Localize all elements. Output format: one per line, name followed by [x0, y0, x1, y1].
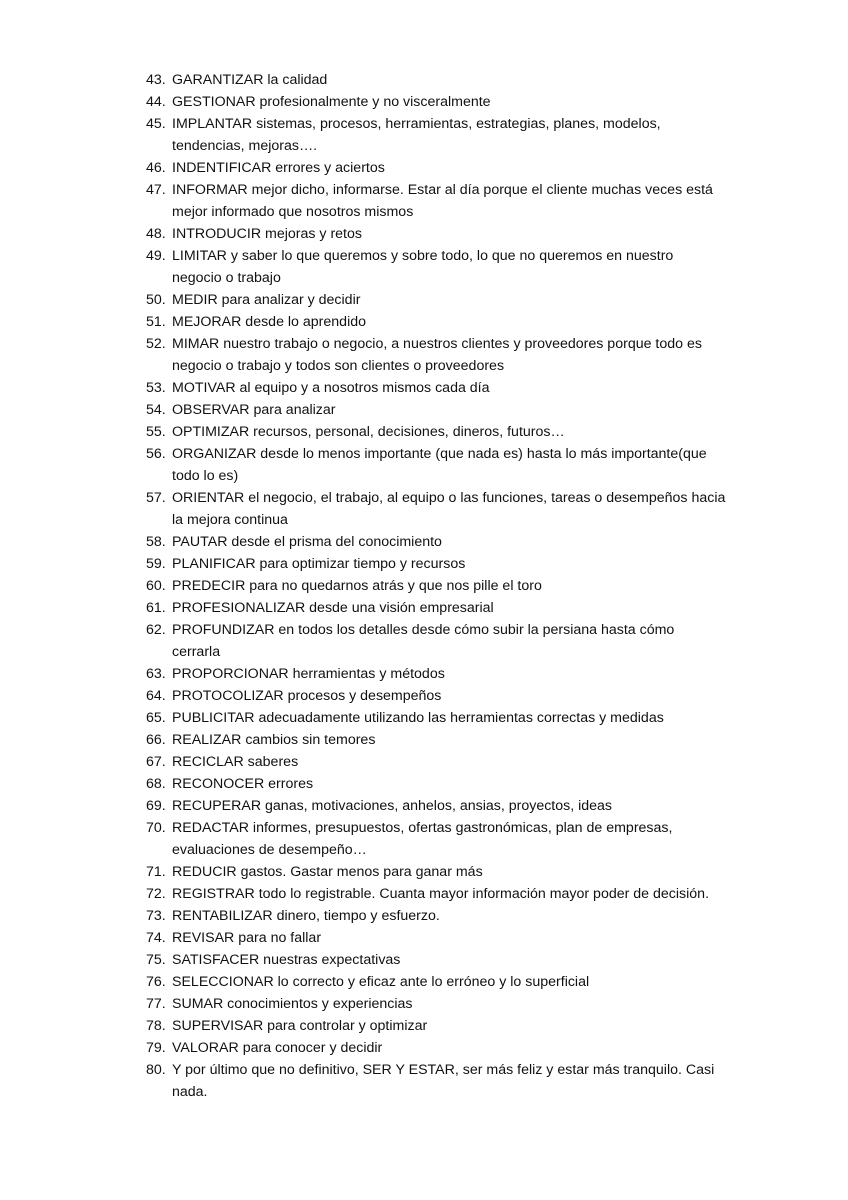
item-text: MEDIR para analizar y decidir [172, 292, 361, 308]
item-text: RECICLAR saberes [172, 754, 299, 770]
item-number: 73. [146, 908, 166, 924]
item-text: REGISTRAR todo lo registrable. Cuanta mayor información mayor poder de decisión. [172, 886, 710, 902]
item-number: 49. [146, 248, 166, 264]
list-item [146, 289, 726, 311]
item-text: ORGANIZAR desde lo menos importante (que nada es) hasta lo más importante(que todo lo es) [172, 446, 707, 484]
item-text: SUMAR conocimientos y experiencias [172, 996, 413, 1012]
item-number: 48. [146, 226, 166, 242]
list-item [146, 575, 726, 597]
item-number: 61. [146, 600, 166, 616]
item-number: 72. [146, 886, 166, 902]
item-number: 67. [146, 754, 166, 770]
item-number: 65. [146, 710, 166, 726]
list-item [146, 1037, 726, 1059]
item-text: PROTOCOLIZAR procesos y desempeños [172, 688, 442, 704]
item-text: MIMAR nuestro trabajo o negocio, a nuestros clientes y proveedores porque todo es negocio o trabajo y todos son clientes o proveedores [172, 336, 702, 374]
list-item [146, 553, 726, 575]
list-item [146, 223, 726, 245]
item-text: OPTIMIZAR recursos, personal, decisiones, dineros, futuros… [172, 424, 565, 440]
list-item [146, 1059, 726, 1103]
item-text: LIMITAR y saber lo que queremos y sobre todo, lo que no queremos en nuestro negocio o trabajo [172, 248, 674, 286]
list-item [146, 685, 726, 707]
list-item [146, 487, 726, 531]
list-item [146, 245, 726, 289]
item-text: IMPLANTAR sistemas, procesos, herramientas, estrategias, planes, modelos, tendencias, mejoras…. [172, 116, 661, 154]
item-number: 43. [146, 72, 166, 88]
item-number: 79. [146, 1040, 166, 1056]
item-number: 54. [146, 402, 166, 418]
item-number: 62. [146, 622, 166, 638]
item-number: 55. [146, 424, 166, 440]
item-number: 66. [146, 732, 166, 748]
list-item [146, 311, 726, 333]
item-text: PROPORCIONAR herramientas y métodos [172, 666, 445, 682]
item-number: 80. [146, 1062, 166, 1078]
item-number: 71. [146, 864, 166, 880]
item-number: 75. [146, 952, 166, 968]
item-number: 63. [146, 666, 166, 682]
item-text: ORIENTAR el negocio, el trabajo, al equipo o las funciones, tareas o desempeños hacia la mejora continua [172, 490, 726, 528]
item-text: RECONOCER errores [172, 776, 314, 792]
item-text: INTRODUCIR mejoras y retos [172, 226, 362, 242]
list-item [146, 883, 726, 905]
list-item [146, 619, 726, 663]
list-item [146, 91, 726, 113]
list-item [146, 663, 726, 685]
item-text: MEJORAR desde lo aprendido [172, 314, 366, 330]
item-text: INFORMAR mejor dicho, informarse. Estar al día porque el cliente muchas veces está mejor informado que nosotros mismos [172, 182, 713, 220]
item-number: 47. [146, 182, 166, 198]
list-item [146, 861, 726, 883]
list-item [146, 377, 726, 399]
list-item [146, 795, 726, 817]
list-item [146, 399, 726, 421]
item-number: 78. [146, 1018, 166, 1034]
item-text: GARANTIZAR la calidad [172, 72, 328, 88]
item-text: INDENTIFICAR errores y aciertos [172, 160, 385, 176]
list-item [146, 421, 726, 443]
item-number: 50. [146, 292, 166, 308]
item-number: 53. [146, 380, 166, 396]
item-text: Y por último que no definitivo, SER Y ESTAR, ser más feliz y estar más tranquilo. Casi nada. [172, 1062, 715, 1100]
list-item [146, 157, 726, 179]
list-item [146, 993, 726, 1015]
item-number: 74. [146, 930, 166, 946]
item-text: PROFUNDIZAR en todos los detalles desde cómo subir la persiana hasta cómo cerrarla [172, 622, 675, 660]
item-text: PLANIFICAR para optimizar tiempo y recursos [172, 556, 466, 572]
item-text: REDACTAR informes, presupuestos, ofertas gastronómicas, plan de empresas, evaluaciones de desempeño… [172, 820, 673, 858]
item-number: 51. [146, 314, 166, 330]
item-number: 59. [146, 556, 166, 572]
item-number: 46. [146, 160, 166, 176]
item-text: VALORAR para conocer y decidir [172, 1040, 383, 1056]
list-item [146, 773, 726, 795]
list-item [146, 949, 726, 971]
item-text: SUPERVISAR para controlar y optimizar [172, 1018, 428, 1034]
item-number: 68. [146, 776, 166, 792]
list-item [146, 597, 726, 619]
list-item [146, 707, 726, 729]
item-number: 45. [146, 116, 166, 132]
list-item [146, 69, 726, 91]
item-text: PUBLICITAR adecuadamente utilizando las herramientas correctas y medidas [172, 710, 664, 726]
list-item [146, 927, 726, 949]
item-text: RENTABILIZAR dinero, tiempo y esfuerzo. [172, 908, 440, 924]
item-text: REALIZAR cambios sin temores [172, 732, 376, 748]
item-number: 70. [146, 820, 166, 836]
item-text: PROFESIONALIZAR desde una visión empresarial [172, 600, 494, 616]
item-number: 44. [146, 94, 166, 110]
item-text: MOTIVAR al equipo y a nosotros mismos cada día [172, 380, 490, 396]
list-item [146, 179, 726, 223]
list-item [146, 531, 726, 553]
list-item [146, 333, 726, 377]
item-number: 64. [146, 688, 166, 704]
item-text: PREDECIR para no quedarnos atrás y que nos pille el toro [172, 578, 542, 594]
numbered-list [146, 69, 726, 1103]
item-text: REDUCIR gastos. Gastar menos para ganar más [172, 864, 483, 880]
item-text: GESTIONAR profesionalmente y no visceralmente [172, 94, 491, 110]
item-number: 57. [146, 490, 166, 506]
item-text: SATISFACER nuestras expectativas [172, 952, 401, 968]
item-number: 76. [146, 974, 166, 990]
item-text: PAUTAR desde el prisma del conocimiento [172, 534, 442, 550]
item-text: RECUPERAR ganas, motivaciones, anhelos, ansias, proyectos, ideas [172, 798, 613, 814]
list-item [146, 1015, 726, 1037]
list-item [146, 443, 726, 487]
item-number: 77. [146, 996, 166, 1012]
item-text: SELECCIONAR lo correcto y eficaz ante lo erróneo y lo superficial [172, 974, 590, 990]
list-item [146, 729, 726, 751]
item-text: REVISAR para no fallar [172, 930, 322, 946]
list-item [146, 751, 726, 773]
item-number: 52. [146, 336, 166, 352]
item-text: OBSERVAR para analizar [172, 402, 336, 418]
item-number: 56. [146, 446, 166, 462]
list-item [146, 971, 726, 993]
item-number: 60. [146, 578, 166, 594]
list-item [146, 905, 726, 927]
item-number: 69. [146, 798, 166, 814]
item-number: 58. [146, 534, 166, 550]
list-item [146, 113, 726, 157]
list-item [146, 817, 726, 861]
